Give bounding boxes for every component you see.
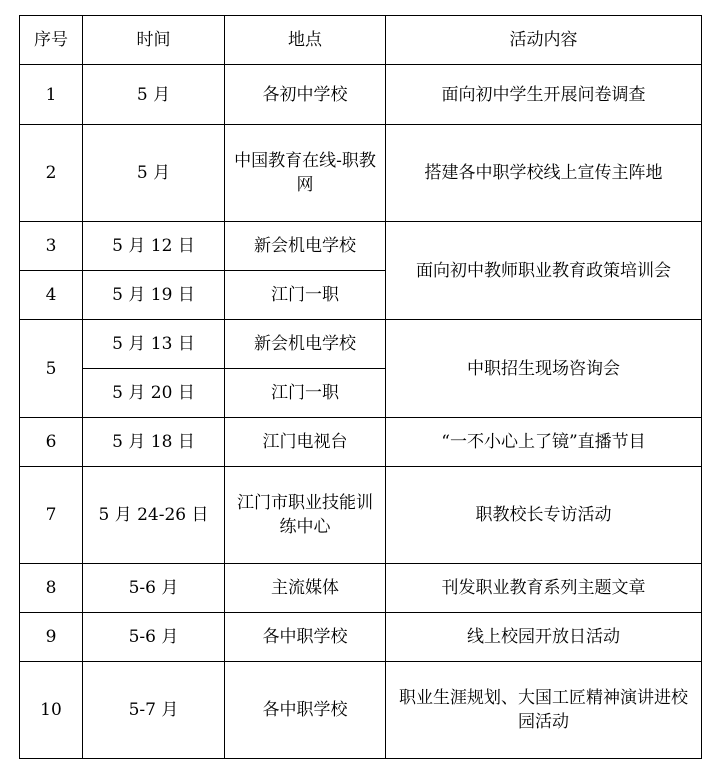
table-row [20,613,702,662]
table-header-row [20,16,702,65]
table-row [20,65,702,125]
row-content: 搭建各中职学校线上宣传主阵地 [386,125,702,222]
row-no: 5 [20,320,83,418]
row-place: 江门市职业技能训练中心 [225,467,386,564]
row-place: 中国教育在线-职教网 [225,125,386,222]
row-content: 职业生涯规划、大国工匠精神演讲进校园活动 [386,662,702,759]
row-place: 江门一职 [225,271,386,320]
row-no: 4 [20,271,83,320]
row-content: 面向初中教师职业教育政策培训会 [386,222,702,320]
row-time: 5 月 [83,125,225,222]
row-time: 5-6 月 [83,613,225,662]
row-content: 职教校长专访活动 [386,467,702,564]
row-content: 面向初中学生开展问卷调查 [386,65,702,125]
row-place: 新会机电学校 [225,320,386,369]
row-no: 3 [20,222,83,271]
header-place: 地点 [225,16,386,65]
row-no: 7 [20,467,83,564]
header-content: 活动内容 [386,16,702,65]
table-row [20,222,702,271]
row-place: 各初中学校 [225,65,386,125]
row-time: 5 月 24-26 日 [83,467,225,564]
row-time: 5 月 12 日 [83,222,225,271]
row-time: 5 月 [83,65,225,125]
row-no: 8 [20,564,83,613]
row-no: 9 [20,613,83,662]
row-place: 江门电视台 [225,418,386,467]
row-no: 1 [20,65,83,125]
row-time: 5-7 月 [83,662,225,759]
row-place: 江门一职 [225,369,386,418]
row-time: 5 月 19 日 [83,271,225,320]
header-no: 序号 [20,16,83,65]
row-time: 5 月 13 日 [83,320,225,369]
table-row [20,418,702,467]
row-place: 主流媒体 [225,564,386,613]
header-time: 时间 [83,16,225,65]
row-time: 5 月 20 日 [83,369,225,418]
row-no: 6 [20,418,83,467]
table-row [20,467,702,564]
row-no: 10 [20,662,83,759]
row-place: 各中职学校 [225,662,386,759]
table-row [20,320,702,369]
row-content: 中职招生现场咨询会 [386,320,702,418]
row-content: 刊发职业教育系列主题文章 [386,564,702,613]
row-content: “一不小心上了镜”直播节目 [386,418,702,467]
row-place: 新会机电学校 [225,222,386,271]
table-row [20,564,702,613]
row-no: 2 [20,125,83,222]
table-row [20,125,702,222]
activity-schedule-table [19,15,702,759]
row-time: 5-6 月 [83,564,225,613]
row-content: 线上校园开放日活动 [386,613,702,662]
row-time: 5 月 18 日 [83,418,225,467]
row-place: 各中职学校 [225,613,386,662]
table-row [20,662,702,759]
